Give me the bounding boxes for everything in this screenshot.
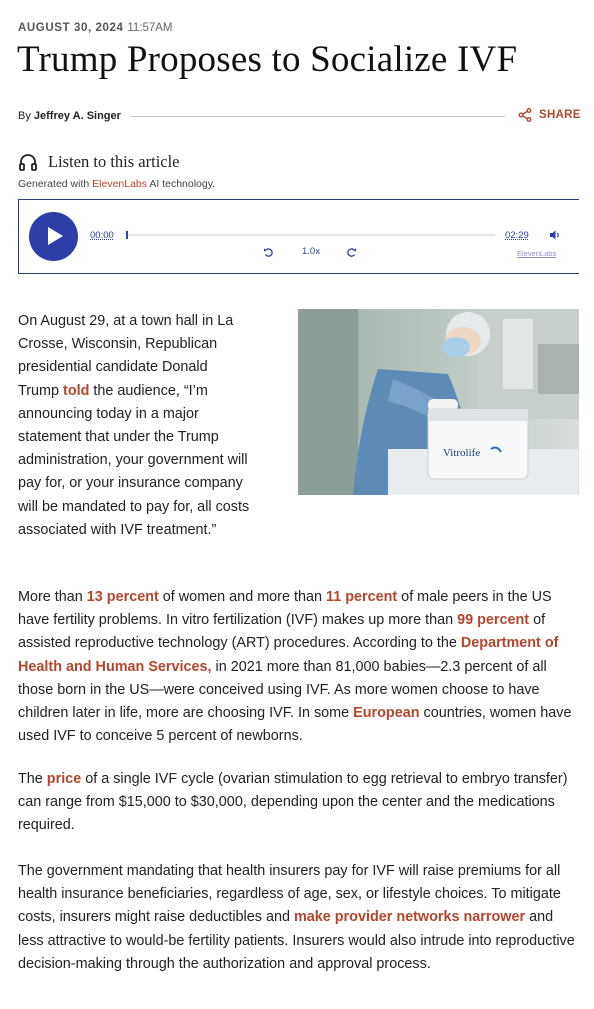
inline-link[interactable]: European [353, 705, 420, 722]
inline-link[interactable]: 11 percent [325, 589, 398, 605]
article-photo [298, 309, 579, 495]
play-button[interactable] [29, 212, 78, 261]
paragraph-text: the audience, “I’m announcing today in a major statement that under the Trump administration, your government will pay for, or your insurance company will be mandated to pay for, all costs associated with IVF treatment.” [18, 382, 250, 538]
listen-label: Listen to this article [48, 152, 180, 171]
paragraph-text: The government mandating that health insurers pay for IVF will raise premiums for all health insurance beneficiaries, regardless of age, sex, or lifestyle choices. To mitigate costs, insurers might raise deductibles and [18, 863, 561, 926]
paragraph-text: and less attractive to would-be fertility patients. Insurers would also intrude into reproductive decision-making through the authorization and approval process. [18, 909, 575, 972]
inline-link[interactable]: told [63, 382, 90, 399]
vitrolife-logo-text: Vitrolife [443, 447, 481, 459]
paragraph-text: countries, women have used IVF to conceive 5 percent of newborns. [18, 705, 572, 745]
speed-button[interactable]: 1.0x [302, 246, 320, 257]
paragraph-text: of assisted reproductive technology (ART) procedures. According to the [18, 612, 546, 652]
publish-date [18, 22, 173, 34]
generated-suffix: AI technology. [149, 178, 216, 190]
paragraph-text: On August 29, at a town hall in La Crosse, Wisconsin, Republican presidential candidate Donald Trump [18, 313, 234, 399]
article-paragraph-3 [18, 768, 578, 838]
byline-divider [131, 116, 505, 117]
paragraph-text: of male peers in the US have fertility problems. In vitro fertilization (IVF) makes up more than [18, 589, 552, 629]
page-title: Trump Proposes to Socialize IVF [17, 39, 518, 80]
share-icon [518, 108, 532, 122]
author-link[interactable]: Jeffrey A. Singer [33, 110, 121, 122]
listen-heading [18, 152, 180, 172]
date-text: AUGUST 30, 2024 [18, 22, 124, 34]
progress-track[interactable] [126, 234, 495, 236]
inline-link[interactable]: 13 percent [86, 589, 159, 605]
paragraph-text: of women and more than [158, 589, 326, 605]
forward-icon[interactable] [346, 247, 357, 258]
headphones-icon [18, 152, 38, 172]
current-time: 00:00 [90, 230, 114, 241]
byline-prefix: By [18, 110, 31, 122]
elevenlabs-brand-link[interactable]: ElevenLabs [92, 178, 148, 190]
generated-note [18, 178, 215, 190]
inline-link[interactable]: price [46, 771, 82, 787]
generated-prefix: Generated with [18, 178, 90, 190]
share-button[interactable] [518, 108, 581, 122]
inline-link[interactable]: Department of Health and Human Services, [18, 635, 559, 675]
elevenlabs-link[interactable]: ElevenLabs [517, 249, 557, 258]
article-paragraph-4 [18, 860, 578, 976]
progress-knob[interactable] [126, 231, 128, 239]
paragraph-text: in 2021 more than 81,000 babies—2.3 percent of all those born in the US—were conceived using IVF. As more women choose to have children later in life, more are choosing IVF. In some [18, 658, 547, 722]
paragraph-text: The [18, 771, 47, 787]
inline-link[interactable]: make provider networks narrower [293, 909, 526, 926]
article-paragraph-1 [18, 310, 250, 542]
paragraph-text: of a single IVF cycle (ovarian stimulation to egg retrieval to embryo transfer) can range from $15,000 to $30,000, depending upon the center and the medications required. [18, 771, 568, 834]
volume-icon[interactable] [549, 229, 561, 241]
duration: 02:29 [505, 230, 529, 241]
share-label: SHARE [539, 109, 581, 121]
paragraph-text: More than [18, 589, 87, 605]
time-text: 11:57AM [127, 22, 173, 34]
audio-player [18, 199, 579, 274]
inline-link[interactable]: 99 percent [457, 612, 530, 629]
rewind-icon[interactable] [263, 247, 274, 258]
article-paragraph-2 [18, 586, 578, 748]
byline [18, 110, 121, 122]
